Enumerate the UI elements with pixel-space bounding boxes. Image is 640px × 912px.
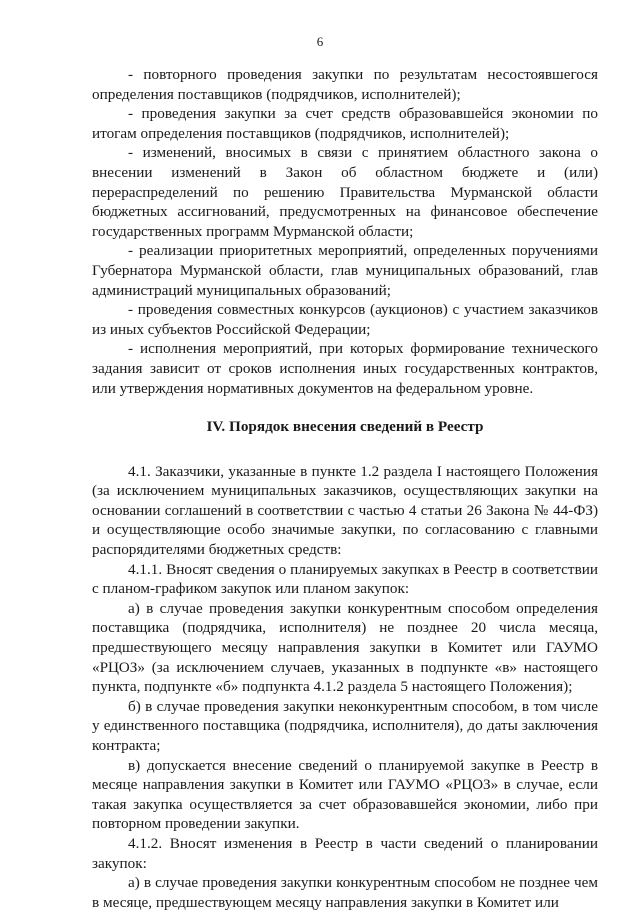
- list-item-priority-measures: - реализации приоритетных мероприятий, определенных поручениями Губернатора Мурманской области, глав муниципальных образований, глав администраций муниципальных образований;: [92, 242, 598, 299]
- list-item-joint-tenders: - проведения совместных конкурсов (аукционов) с участием заказчиков из иных субъектов Российской Федерации;: [92, 301, 598, 338]
- section-heading: IV. Порядок внесения сведений в Реестр: [206, 418, 484, 436]
- page-content: [92, 65, 598, 912]
- paragraph-4-1-1-c: в) допускается внесение сведений о планируемой закупке в Реестр в месяце направления закупки в Комитет или ГАУМО «РЦОЗ» в случае, если такая закупка осуществляется за счет образовавшейся экономии, либо при повторном проведении закупки.: [92, 756, 598, 833]
- paragraph-4-1: 4.1. Заказчики, указанные в пункте 1.2 раздела I настоящего Положения (за исключением муниципальных заказчиков, осуществляющих закупки на основании соглашений в соответствии с частью 4 статьи 26 Закона № 44-ФЗ) и осуществляющие особо значимые закупки, по согласованию с главными распорядителями бюджетных средств:: [92, 462, 598, 559]
- paragraph-4-1-1-a: а) в случае проведения закупки конкурентным способом определения поставщика (подрядчика, исполнителя) не позднее 20 числа месяца, предшествующего месяцу направления закупки в Комитет или ГАУМО «РЦОЗ» (за исключением случаев, указанных в подпункте «в» настоящего пункта, подпункте «б» подпункта 4.1.2 раздела 5 настоящего Положения);: [92, 599, 598, 696]
- list-item-repeat-procurement: - повторного проведения закупки по результатам несостоявшегося определения поставщиков (подрядчиков, исполнителей);: [92, 66, 598, 103]
- list-item-budget-changes: - изменений, вносимых в связи с принятием областного закона о внесении изменений в Закон об областном бюджете и (или) перераспределений по решению Правительства Мурманской области бюджетных ассигнований, предусмотренных на финансовое обеспечение государственных программ Мурманской области;: [92, 144, 598, 240]
- list-item-savings-procurement: - проведения закупки за счет средств образовавшейся экономии по итогам определения поставщиков (подрядчиков, исполнителей);: [92, 105, 598, 142]
- list-item-dependent-contracts: - исполнения мероприятий, при которых формирование технического задания зависит от сроков исполнения иных государственных контрактов, или утверждения нормативных документов на федеральном уровне.: [92, 340, 598, 397]
- page-number: 6: [316, 34, 324, 49]
- paragraph-4-1-2-a: а) в случае проведения закупки конкурентным способом не позднее чем в месяце, предшествующем месяцу направления закупки в Комитет или: [92, 874, 598, 911]
- paragraph-4-1-2: 4.1.2. Вносят изменения в Реестр в части сведений о планировании закупок:: [92, 834, 598, 872]
- paragraph-4-1-1-b: б) в случае проведения закупки неконкурентным способом, в том числе у единственного поставщика (подрядчика, исполнителя), до даты заключения контракта;: [92, 697, 598, 754]
- paragraph-4-1-1: 4.1.1. Вносят сведения о планируемых закупках в Реестр в соответствии с планом-графиком закупок или планом закупок:: [92, 560, 598, 598]
